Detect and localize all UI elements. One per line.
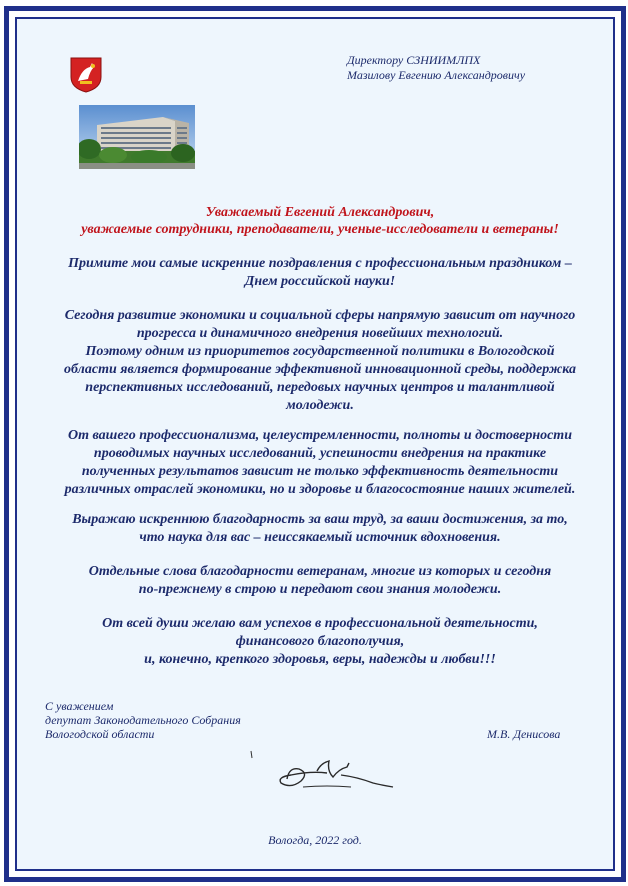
paragraph-line: полученных результатов зависит не только эффективность деятельности <box>81 464 559 479</box>
signer-name: М.В. Денисова <box>487 727 561 741</box>
signer-region: Вологодской области <box>45 727 155 741</box>
signature-block <box>45 699 241 741</box>
paragraph-2 <box>39 307 601 415</box>
paragraph-4 <box>39 511 601 547</box>
paragraph-line: проводимых научных исследований, успешности внедрения на практике <box>93 446 547 461</box>
paragraph-line: От вашего профессионализма, целеустремленности, полноты и достоверности <box>68 428 572 443</box>
paragraph-line: От всей души желаю вам успехов в профессиональной деятельности, <box>102 616 538 631</box>
place-and-date: Вологда, 2022 год. <box>268 833 362 847</box>
paragraph-line: Отдельные слова благодарности ветеранам, многие из которых и сегодня <box>88 564 552 579</box>
paragraph-line: различных отраслей экономики, но и здоровье и благосостояние наших жителей. <box>64 482 576 497</box>
paragraph-line: Примите мои самые искренние поздравления с профессиональным праздником – <box>68 256 572 271</box>
paragraph-line: Выражаю искреннюю благодарность за ваш труд, за ваши достижения, за то, <box>72 512 568 527</box>
coat-of-arms-icon <box>70 57 102 93</box>
paragraph-line: прогресса и динамичного внедрения новейших технологий. <box>136 326 504 341</box>
paragraph-line: молодежи. <box>286 398 354 413</box>
addressee-block <box>347 53 525 83</box>
paragraph-line: Сегодня развитие экономики и социальной сферы напрямую зависит от научного <box>64 308 576 323</box>
paragraph-line: по-прежнему в строю и передают свои знания молодежи. <box>138 582 502 597</box>
outer-frame <box>4 6 626 882</box>
paragraph-3 <box>39 427 601 499</box>
addressee-name: Мазилову Евгению Александровичу <box>347 68 526 82</box>
paragraph-line: финансового благополучия, <box>235 634 405 649</box>
paragraph-line: что наука для вас – неиссякаемый источник вдохновения. <box>139 530 501 545</box>
closing-phrase: С уважением <box>45 699 114 713</box>
paragraph-line: области является формирование эффективной инновационной среды, поддержка <box>64 362 576 377</box>
signer-position: депутат Законодательного Собрания <box>45 713 241 727</box>
greeting-line-2: уважаемые сотрудники, преподаватели, ученые-исследователи и ветераны! <box>81 222 559 237</box>
building-photo <box>79 105 195 169</box>
paragraph-line: Днем российской науки! <box>244 274 396 289</box>
paragraph-6 <box>39 615 601 669</box>
addressee-title: Директору СЗНИИМЛПХ <box>347 53 481 67</box>
paragraph-line: Поэтому одним из приоритетов государственной политики в Вологодской <box>85 344 555 359</box>
paragraph-1 <box>39 255 601 291</box>
handwritten-signature <box>247 749 397 801</box>
paragraph-line: и, конечно, крепкого здоровья, веры, надежды и любви!!! <box>144 652 496 667</box>
greeting-line-1: Уважаемый Евгений Александрович, <box>205 205 435 220</box>
paragraph-line: перспективных исследований, передовых научных центров и талантливой <box>85 380 555 395</box>
letter-page <box>15 17 615 871</box>
paragraph-5 <box>39 563 601 599</box>
